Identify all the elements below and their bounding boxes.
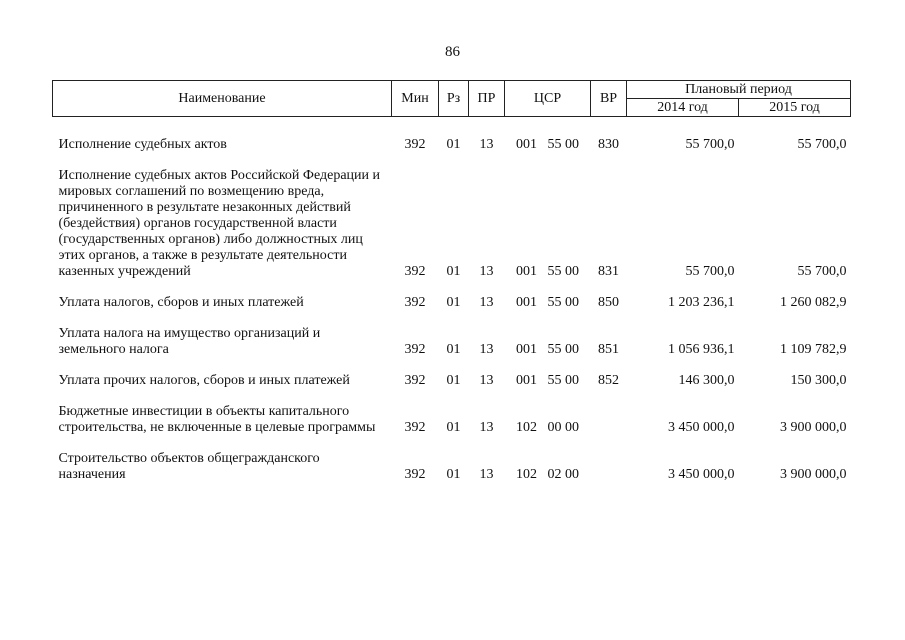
row-name: Строительство объектов общегражданского назначения: [58, 451, 320, 482]
row-vr: 831: [598, 264, 619, 279]
row-amount-2015: 3 900 000,0: [780, 467, 847, 482]
row-csr-part1: 001: [516, 373, 537, 388]
row-min: 392: [404, 373, 426, 388]
row-pr: 13: [479, 137, 494, 152]
row-csr-part2: 55 00: [547, 295, 579, 310]
row-name: Уплата налогов, сборов и иных платежей: [58, 295, 304, 310]
row-amount-2014: 55 700,0: [685, 264, 735, 279]
row-name: Уплата прочих налогов, сборов и иных платежей: [58, 373, 350, 388]
row-csr-part1: 001: [516, 264, 537, 279]
row-min: 392: [404, 295, 426, 310]
row-amount-2015: 150 300,0: [790, 373, 847, 388]
header-rz: Рз: [439, 81, 469, 117]
row-pr: 13: [479, 264, 494, 279]
table-row: [53, 168, 851, 280]
row-csr-part1: 001: [516, 137, 537, 152]
row-csr: [505, 168, 591, 280]
row-csr-part1: 001: [516, 342, 537, 357]
budget-table: [52, 80, 851, 483]
row-csr-part2: 55 00: [547, 264, 579, 279]
row-name: Исполнение судебных актов: [58, 137, 227, 152]
row-amount-2015: 55 700,0: [797, 137, 847, 152]
table-row: [53, 373, 851, 389]
header-name: Наименование: [53, 81, 392, 117]
row-name: Исполнение судебных актов Российской Федерации и мировых соглашений по возмещению вреда, причиненного в результате незаконных действий (бездействия) органов государственной власти (государственных органов) либо должностных лиц этих органов, а также в результате деятельности казенных учреждений: [58, 168, 381, 279]
row-min: 392: [404, 420, 426, 435]
table-row: [53, 137, 851, 153]
row-amount-2015: 55 700,0: [797, 264, 847, 279]
row-name: Уплата налога на имущество организаций и земельного налога: [58, 326, 321, 357]
row-amount-2015: 1 260 082,9: [780, 295, 847, 310]
row-amount-2014: 3 450 000,0: [668, 420, 735, 435]
header-pr: ПР: [469, 81, 505, 117]
row-csr-part1: 102: [516, 467, 537, 482]
header-min: Мин: [392, 81, 439, 117]
row-csr-part2: 02 00: [547, 467, 579, 482]
row-pr: 13: [479, 295, 494, 310]
table-body: [53, 117, 851, 484]
row-csr-part2: 55 00: [547, 137, 579, 152]
row-csr-part2: 55 00: [547, 373, 579, 388]
header-year-2015: 2015 год: [739, 99, 851, 117]
row-vr: 830: [598, 137, 619, 152]
row-min: 392: [404, 137, 426, 152]
row-csr-part1: 001: [516, 295, 537, 310]
header-year-2014: 2014 год: [627, 99, 739, 117]
row-min: 392: [404, 467, 426, 482]
row-amount-2014: 55 700,0: [685, 137, 735, 152]
table-row: [53, 326, 851, 358]
row-vr: [591, 404, 627, 436]
row-csr-part2: 00 00: [547, 420, 579, 435]
row-rz: 01: [446, 342, 461, 357]
row-csr: [505, 295, 591, 311]
row-csr: [505, 326, 591, 358]
header-csr: ЦСР: [505, 81, 591, 117]
row-csr-part1: 102: [516, 420, 537, 435]
row-amount-2014: 1 203 236,1: [668, 295, 735, 310]
row-csr: [505, 373, 591, 389]
row-amount-2015: 1 109 782,9: [780, 342, 847, 357]
row-amount-2014: 146 300,0: [678, 373, 735, 388]
row-csr-part2: 55 00: [547, 342, 579, 357]
row-vr: 850: [598, 295, 619, 310]
row-min: 392: [404, 264, 426, 279]
row-pr: 13: [479, 420, 494, 435]
row-name: Бюджетные инвестиции в объекты капитального строительства, не включенные в целевые программы: [58, 404, 376, 435]
row-rz: 01: [446, 295, 461, 310]
row-rz: 01: [446, 264, 461, 279]
row-min: 392: [404, 342, 426, 357]
row-vr: 851: [598, 342, 619, 357]
row-csr: [505, 451, 591, 483]
row-rz: 01: [446, 373, 461, 388]
header-planned-period: Плановый период: [627, 81, 851, 99]
row-pr: 13: [479, 467, 494, 482]
page-number: 86: [445, 44, 460, 60]
row-rz: 01: [446, 137, 461, 152]
row-vr: [591, 451, 627, 483]
row-vr: 852: [598, 373, 619, 388]
budget-table-container: [52, 80, 850, 483]
table-row: [53, 295, 851, 311]
row-pr: 13: [479, 373, 494, 388]
table-row: [53, 404, 851, 436]
row-amount-2014: 1 056 936,1: [668, 342, 735, 357]
table-row: [53, 451, 851, 483]
row-pr: 13: [479, 342, 494, 357]
row-rz: 01: [446, 467, 461, 482]
row-csr: [505, 404, 591, 436]
table-header: [53, 81, 851, 117]
header-vr: ВР: [591, 81, 627, 117]
row-amount-2014: 3 450 000,0: [668, 467, 735, 482]
row-amount-2015: 3 900 000,0: [780, 420, 847, 435]
row-csr: [505, 137, 591, 153]
row-rz: 01: [446, 420, 461, 435]
